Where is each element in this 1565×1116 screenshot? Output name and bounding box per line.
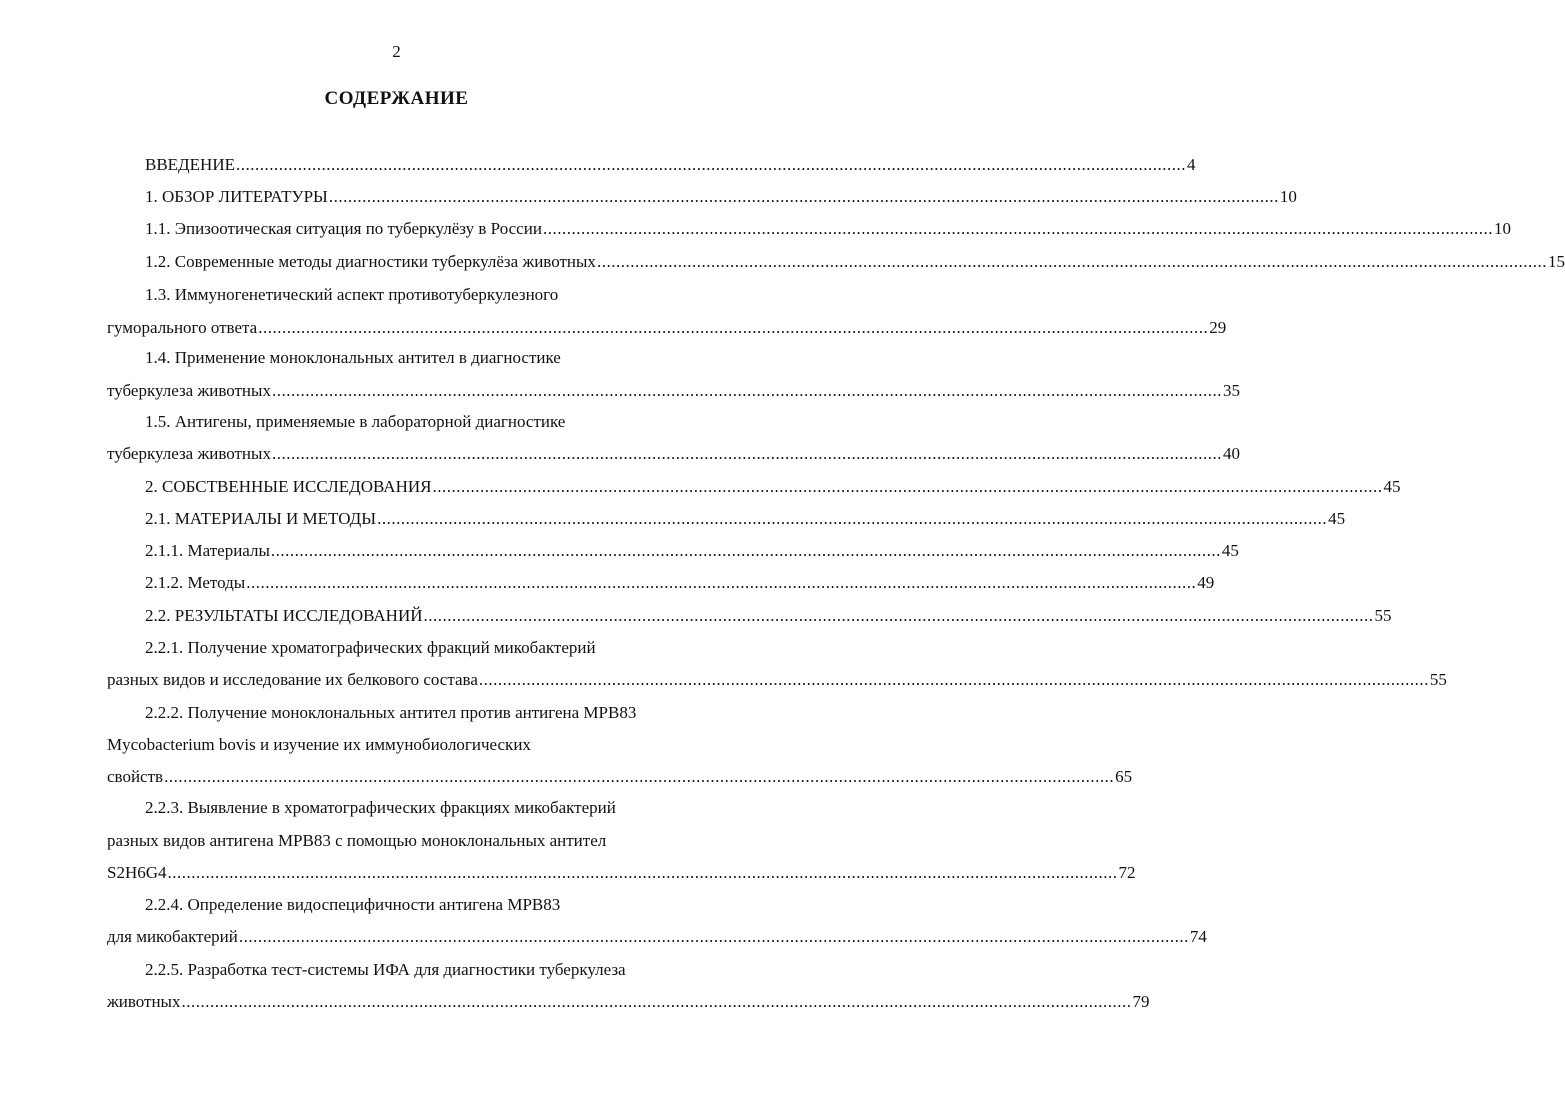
dot-leader: ........................................................................................................................................................................................................ bbox=[258, 318, 1209, 337]
toc-entry-title: для микобактерий bbox=[107, 927, 238, 946]
toc-entry-title: S2H6G4 bbox=[107, 863, 167, 882]
dot-leader: ........................................................................................................................................................................................................ bbox=[423, 606, 1374, 625]
dot-leader: ........................................................................................................................................................................................................ bbox=[181, 992, 1132, 1011]
page-number: 2 bbox=[392, 42, 401, 61]
toc-page-number: 29 bbox=[1209, 318, 1227, 337]
toc-entry-title: 2.1. МАТЕРИАЛЫ И МЕТОДЫ bbox=[145, 509, 377, 528]
toc-entry-section-2-2-2-title[interactable]: 2.2.2. Получение моноклональных антител против антигена МРВ83 bbox=[145, 703, 637, 722]
dot-leader: ........................................................................................................................................................................................................ bbox=[542, 219, 1493, 238]
toc-entry-section-2-2-1-title[interactable]: 2.2.1. Получение хроматографических фракций микобактерий bbox=[145, 638, 596, 657]
toc-entry-section-2-2-5[interactable] bbox=[107, 989, 1150, 1015]
toc-entry-section-2-2-2-title-cont[interactable]: Mycobacterium bovis и изучение их иммунобиологических bbox=[107, 735, 531, 754]
toc-entry-section-2[interactable] bbox=[145, 474, 1401, 500]
toc-entry-section-1-4[interactable] bbox=[107, 378, 1240, 404]
toc-entry-title: животных bbox=[107, 992, 181, 1011]
toc-page-number: 65 bbox=[1115, 767, 1133, 786]
toc-page-number: 55 bbox=[1374, 606, 1392, 625]
toc-entry-section-2-2-3[interactable] bbox=[107, 860, 1136, 886]
toc-page-number: 74 bbox=[1189, 927, 1207, 946]
toc-entry-title: 1.1. Эпизоотическая ситуация по туберкулёзу в России bbox=[145, 219, 542, 238]
dot-leader: ........................................................................................................................................................................................................ bbox=[235, 155, 1186, 174]
toc-entry-title: гуморального ответа bbox=[107, 318, 258, 337]
dot-leader: ........................................................................................................................................................................................................ bbox=[270, 541, 1221, 560]
toc-entry-section-1-5-title[interactable]: 1.5. Антигены, применяемые в лабораторной диагностике bbox=[145, 412, 566, 431]
toc-entry-title: туберкулеза животных bbox=[107, 444, 271, 463]
toc-page-number: 45 bbox=[1328, 509, 1346, 528]
dot-leader: ........................................................................................................................................................................................................ bbox=[271, 444, 1222, 463]
toc-entry-section-1-2[interactable] bbox=[145, 249, 1565, 275]
toc-entry-introduction[interactable] bbox=[145, 152, 1196, 178]
page-title: СОДЕРЖАНИЕ bbox=[324, 88, 469, 109]
toc-page-number: 4 bbox=[1186, 155, 1196, 174]
toc-entry-title: 2.1.2. Методы bbox=[145, 573, 246, 592]
toc-page-number: 49 bbox=[1197, 573, 1215, 592]
dot-leader: ........................................................................................................................................................................................................ bbox=[167, 863, 1118, 882]
toc-entry-title: 2.1.1. Материалы bbox=[145, 541, 270, 560]
dot-leader: ........................................................................................................................................................................................................ bbox=[238, 927, 1189, 946]
toc-page-number: 72 bbox=[1118, 863, 1136, 882]
toc-entry-title: свойств bbox=[107, 767, 164, 786]
dot-leader: ........................................................................................................................................................................................................ bbox=[164, 767, 1115, 786]
toc-entry-section-2-1-2[interactable] bbox=[145, 570, 1215, 596]
toc-page-number: 45 bbox=[1221, 541, 1239, 560]
toc-entry-section-2-2-3-title[interactable]: 2.2.3. Выявление в хроматографических фракциях микобактерий bbox=[145, 798, 616, 817]
toc-entry-title: 1. ОБЗОР ЛИТЕРАТУРЫ bbox=[145, 187, 328, 206]
toc-page-number: 40 bbox=[1222, 444, 1240, 463]
toc-entry-section-2-2-3-title-cont[interactable]: разных видов антигена МРВ83 с помощью моноклональных антител bbox=[107, 831, 607, 850]
toc-entry-title: ВВЕДЕНИЕ bbox=[145, 155, 235, 174]
toc-entry-section-2-2-4[interactable] bbox=[107, 924, 1207, 950]
toc-entry-section-2-2-2[interactable] bbox=[107, 764, 1133, 790]
toc-entry-section-1-5[interactable] bbox=[107, 441, 1240, 467]
toc-entry-title: туберкулеза животных bbox=[107, 381, 271, 400]
dot-leader: ........................................................................................................................................................................................................ bbox=[271, 381, 1222, 400]
toc-entry-title: 1.2. Современные методы диагностики туберкулёза животных bbox=[145, 252, 596, 271]
toc-entry-section-1[interactable] bbox=[145, 184, 1297, 210]
toc-page-number: 55 bbox=[1429, 670, 1447, 689]
dot-leader: ........................................................................................................................................................................................................ bbox=[432, 477, 1383, 496]
toc-entry-section-1-4-title[interactable]: 1.4. Применение моноклональных антител в диагностике bbox=[145, 348, 561, 367]
toc-entry-section-1-3-title[interactable]: 1.3. Иммуногенетический аспект противотуберкулезного bbox=[145, 285, 559, 304]
toc-entry-section-1-3[interactable] bbox=[107, 315, 1227, 341]
toc-entry-section-2-2-4-title[interactable]: 2.2.4. Определение видоспецифичности антигена МРВ83 bbox=[145, 895, 561, 914]
toc-page-number: 79 bbox=[1132, 992, 1150, 1011]
toc-page-number: 45 bbox=[1383, 477, 1401, 496]
dot-leader: ........................................................................................................................................................................................................ bbox=[328, 187, 1279, 206]
dot-leader: ........................................................................................................................................................................................................ bbox=[478, 670, 1429, 689]
toc-entry-title: 2.2. РЕЗУЛЬТАТЫ ИССЛЕДОВАНИЙ bbox=[145, 606, 423, 625]
toc-entry-section-1-1[interactable] bbox=[145, 216, 1511, 242]
dot-leader: ........................................................................................................................................................................................................ bbox=[596, 252, 1547, 271]
toc-entry-title: разных видов и исследование их белкового состава bbox=[107, 670, 478, 689]
toc-entry-section-2-1-1[interactable] bbox=[145, 538, 1239, 564]
toc-page-number: 10 bbox=[1279, 187, 1297, 206]
toc-entry-section-2-2[interactable] bbox=[145, 603, 1392, 629]
toc-entry-title: 2. СОБСТВЕННЫЕ ИССЛЕДОВАНИЯ bbox=[145, 477, 432, 496]
toc-entry-section-2-2-5-title[interactable]: 2.2.5. Разработка тест-системы ИФА для диагностики туберкулеза bbox=[145, 960, 626, 979]
dot-leader: ........................................................................................................................................................................................................ bbox=[377, 509, 1328, 528]
toc-entry-section-2-2-1[interactable] bbox=[107, 667, 1447, 693]
toc-page-number: 10 bbox=[1493, 219, 1511, 238]
dot-leader: ........................................................................................................................................................................................................ bbox=[246, 573, 1197, 592]
toc-page-number: 15 bbox=[1547, 252, 1565, 271]
toc-entry-section-2-1[interactable] bbox=[145, 506, 1346, 532]
toc-page-number: 35 bbox=[1222, 381, 1240, 400]
